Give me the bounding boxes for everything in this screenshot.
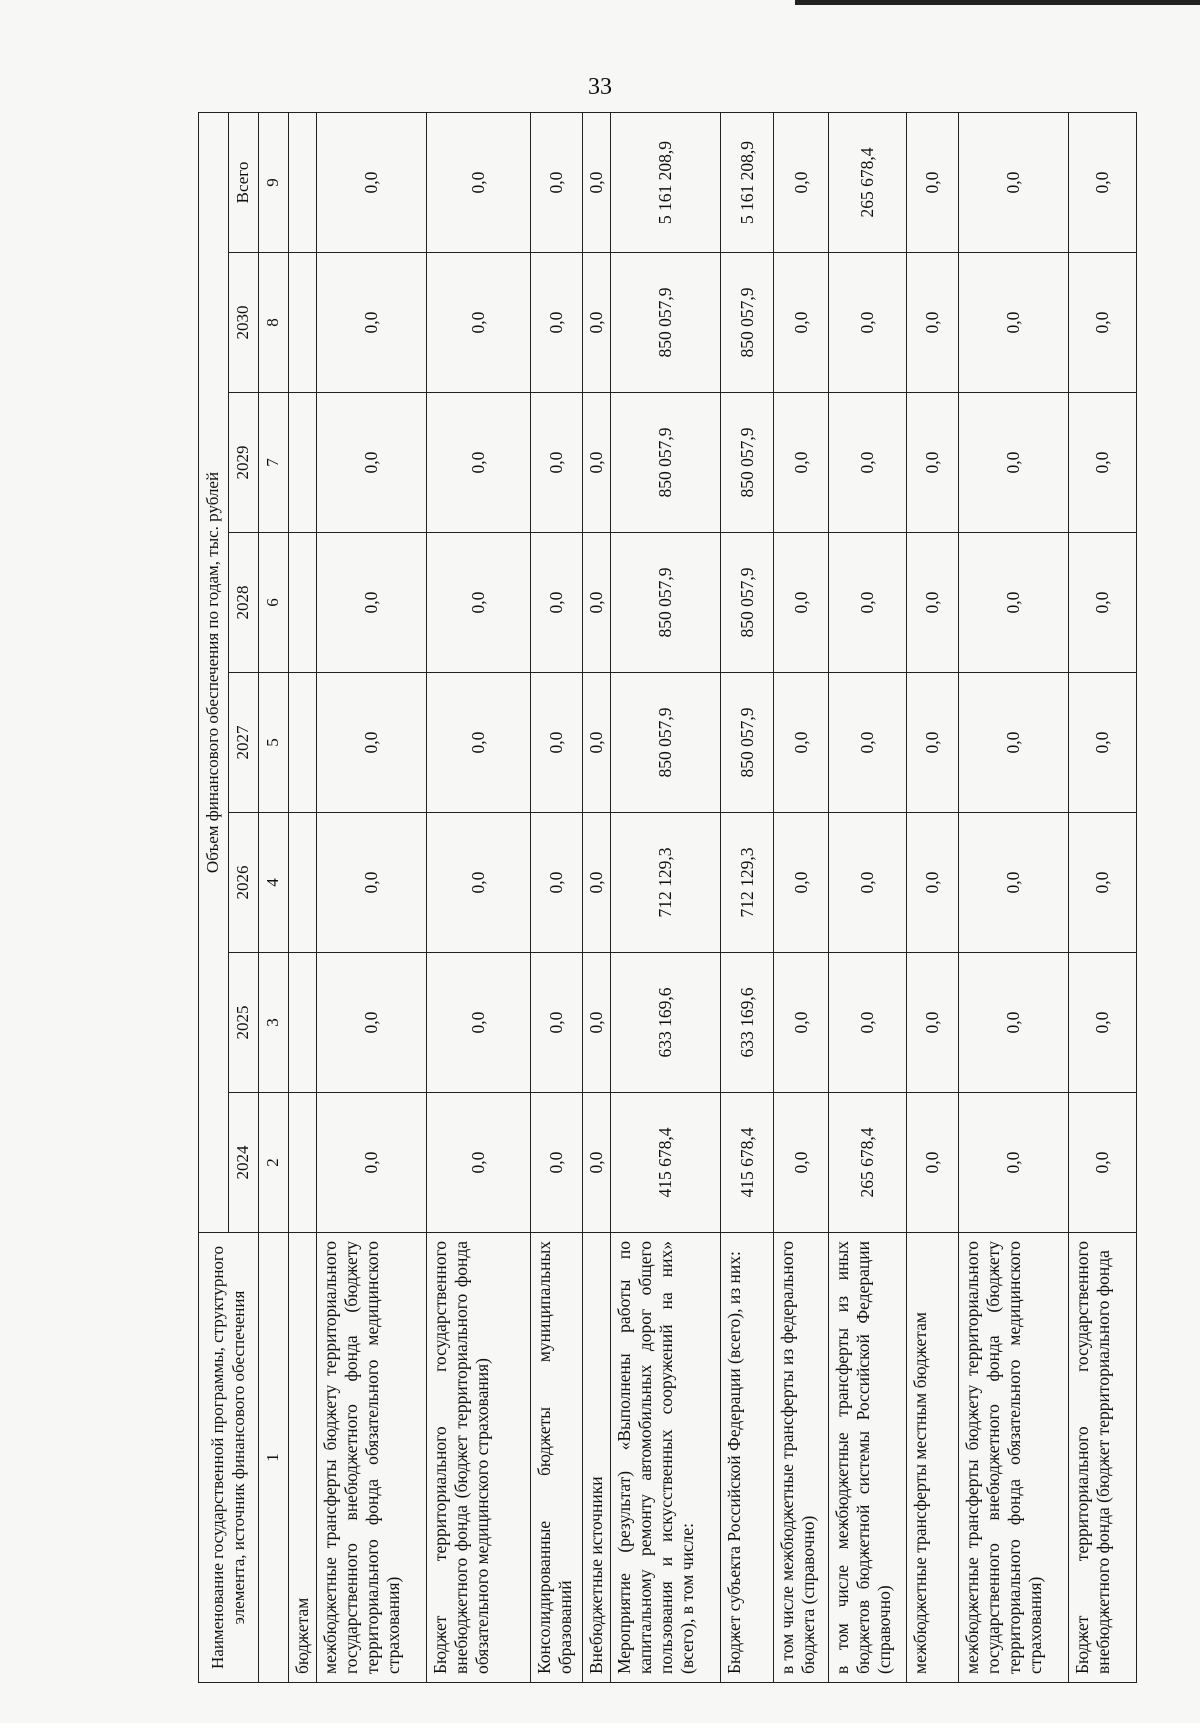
value-cell: 0,0	[317, 253, 427, 393]
value-cell: 0,0	[1069, 112, 1137, 252]
value-cell: 0,0	[583, 112, 611, 252]
value-cell: 0,0	[829, 253, 907, 393]
value-cell: 0,0	[1069, 953, 1137, 1093]
value-cell: 0,0	[774, 813, 829, 953]
value-cell: 0,0	[829, 533, 907, 673]
value-cell: 633 169,6	[611, 953, 721, 1093]
value-cell	[289, 673, 317, 813]
value-cell: 0,0	[531, 1093, 583, 1233]
value-cell	[289, 813, 317, 953]
value-cell: 0,0	[317, 673, 427, 813]
value-cell: 0,0	[959, 393, 1069, 533]
value-cell: 0,0	[427, 253, 531, 393]
row-label: Внебюджетные источники	[583, 1233, 611, 1683]
value-cell: 0,0	[774, 112, 829, 252]
value-cell: 0,0	[583, 673, 611, 813]
row-label: межбюджетные трансферты бюджету территориального государственного внебюджетного фонда (бюджету территориального фонда обязательного медицинского страхования)	[959, 1233, 1069, 1683]
value-cell: 850 057,9	[721, 673, 774, 813]
row-label: бюджетам	[289, 1233, 317, 1683]
table-row	[427, 112, 531, 1682]
value-cell: 0,0	[907, 673, 959, 813]
value-cell: 0,0	[907, 253, 959, 393]
value-cell: 0,0	[317, 1093, 427, 1233]
row-label: межбюджетные трансферты бюджету территориального государственного внебюджетного фонда (бюджету территориального фонда обязательного медицинского страхования)	[317, 1233, 427, 1683]
value-cell: 712 129,3	[611, 813, 721, 953]
value-cell: 850 057,9	[611, 533, 721, 673]
value-cell: 0,0	[427, 393, 531, 533]
value-cell: 0,0	[774, 953, 829, 1093]
value-cell: 0,0	[317, 112, 427, 252]
value-cell: 0,0	[317, 393, 427, 533]
value-cell: 633 169,6	[721, 953, 774, 1093]
value-cell	[289, 112, 317, 252]
value-cell: 850 057,9	[721, 393, 774, 533]
value-cell: 0,0	[774, 393, 829, 533]
value-cell: 0,0	[531, 112, 583, 252]
value-cell: 0,0	[427, 953, 531, 1093]
value-cell: 0,0	[1069, 533, 1137, 673]
year-header: 2027	[229, 673, 259, 813]
value-cell: 0,0	[531, 953, 583, 1093]
value-cell: 0,0	[774, 253, 829, 393]
value-cell: 850 057,9	[721, 533, 774, 673]
value-cell: 0,0	[829, 393, 907, 533]
value-cell: 0,0	[829, 813, 907, 953]
value-cell: 0,0	[427, 533, 531, 673]
value-cell: 0,0	[907, 813, 959, 953]
table-row	[583, 112, 611, 1682]
value-cell: 0,0	[531, 253, 583, 393]
column-number: 4	[259, 813, 289, 953]
value-cell	[289, 1093, 317, 1233]
column-number: 5	[259, 673, 289, 813]
value-cell: 712 129,3	[721, 813, 774, 953]
value-cell: 0,0	[907, 953, 959, 1093]
value-cell: 415 678,4	[721, 1093, 774, 1233]
value-cell: 0,0	[583, 1093, 611, 1233]
value-cell: 0,0	[959, 1093, 1069, 1233]
value-cell: 0,0	[427, 673, 531, 813]
value-cell: 0,0	[959, 253, 1069, 393]
year-header: 2030	[229, 253, 259, 393]
column-number: 9	[259, 112, 289, 252]
value-cell: 850 057,9	[611, 393, 721, 533]
value-cell: 850 057,9	[611, 673, 721, 813]
value-cell: 5 161 208,9	[611, 112, 721, 252]
table-row	[959, 112, 1069, 1682]
row-label: Мероприятие (результат) «Выполнены работы по капитальному ремонту автомобильных дорог общего пользования и искусственных сооружений на них» (всего), в том числе:	[611, 1233, 721, 1683]
value-cell: 0,0	[829, 953, 907, 1093]
year-header: 2029	[229, 393, 259, 533]
value-cell: 0,0	[1069, 1093, 1137, 1233]
value-cell: 0,0	[531, 813, 583, 953]
row-label: Бюджет территориального государственного внебюджетного фонда (бюджет территориального фонда обязательного медицинского страхования)	[427, 1233, 531, 1683]
table-row	[289, 112, 317, 1682]
table-row	[531, 112, 583, 1682]
value-cell: 0,0	[427, 813, 531, 953]
column-number: 3	[259, 953, 289, 1093]
value-cell: 0,0	[829, 673, 907, 813]
year-header: 2026	[229, 813, 259, 953]
value-cell: 0,0	[959, 673, 1069, 813]
value-cell: 0,0	[1069, 393, 1137, 533]
value-cell: 0,0	[317, 953, 427, 1093]
top-border-line	[795, 0, 1200, 5]
name-column-header: Наименование государственной программы, структурного элемента, источник финансового обеспечения	[199, 1233, 259, 1683]
value-cell: 265 678,4	[829, 1093, 907, 1233]
value-cell: 0,0	[583, 253, 611, 393]
value-cell: 0,0	[317, 533, 427, 673]
row-label: Консолидированные бюджеты муниципальных образований	[531, 1233, 583, 1683]
column-number: 7	[259, 393, 289, 533]
value-cell: 0,0	[774, 533, 829, 673]
column-number: 2	[259, 1093, 289, 1233]
value-cell: 0,0	[583, 393, 611, 533]
value-cell	[289, 253, 317, 393]
table-row	[829, 112, 907, 1682]
value-cell: 415 678,4	[611, 1093, 721, 1233]
value-cell: 0,0	[583, 533, 611, 673]
value-cell: 0,0	[907, 393, 959, 533]
year-header: 2028	[229, 533, 259, 673]
table-row	[721, 112, 774, 1682]
value-cell: 0,0	[907, 1093, 959, 1233]
row-label: межбюджетные трансферты местным бюджетам	[907, 1233, 959, 1683]
value-cell: 0,0	[531, 393, 583, 533]
column-number: 1	[259, 1233, 289, 1683]
value-cell: 0,0	[907, 112, 959, 252]
table-row	[317, 112, 427, 1682]
value-cell: 5 161 208,9	[721, 112, 774, 252]
value-cell: 265 678,4	[829, 112, 907, 252]
value-cell	[289, 393, 317, 533]
value-cell: 0,0	[427, 1093, 531, 1233]
year-header: 2025	[229, 953, 259, 1093]
value-cell: 0,0	[774, 1093, 829, 1233]
table-row	[1069, 112, 1137, 1682]
value-cell: 0,0	[317, 813, 427, 953]
column-number: 6	[259, 533, 289, 673]
value-cell	[289, 953, 317, 1093]
row-label: в том числе межбюджетные трансферты из иных бюджетов бюджетной системы Российской Федерации (справочно)	[829, 1233, 907, 1683]
row-label: Бюджет территориального государственного внебюджетного фонда (бюджет территориального фонда	[1069, 1233, 1137, 1683]
value-cell: 0,0	[1069, 253, 1137, 393]
value-cell: 0,0	[959, 953, 1069, 1093]
value-cell: 0,0	[959, 813, 1069, 953]
table-row	[907, 112, 959, 1682]
value-cell: 0,0	[907, 533, 959, 673]
value-cell: 0,0	[1069, 813, 1137, 953]
table-frame	[198, 113, 1126, 1683]
year-header: 2024	[229, 1093, 259, 1233]
value-cell: 0,0	[583, 953, 611, 1093]
value-cell: 850 057,9	[721, 253, 774, 393]
value-cell: 850 057,9	[611, 253, 721, 393]
value-cell: 0,0	[1069, 673, 1137, 813]
column-number: 8	[259, 253, 289, 393]
row-label: Бюджет субъекта Российской Федерации (всего), из них:	[721, 1233, 774, 1683]
value-cell: 0,0	[583, 813, 611, 953]
years-group-header: Объем финансового обеспечения по годам, тыс. рублей	[199, 112, 229, 1232]
table-row	[611, 112, 721, 1682]
financing-table	[198, 112, 1137, 1683]
value-cell: 0,0	[531, 533, 583, 673]
page-number: 33	[588, 74, 612, 100]
value-cell: 0,0	[427, 112, 531, 252]
row-label: в том числе межбюджетные трансферты из федерального бюджета (справочно)	[774, 1233, 829, 1683]
year-header: Всего	[229, 112, 259, 252]
value-cell: 0,0	[531, 673, 583, 813]
table-row	[774, 112, 829, 1682]
value-cell	[289, 533, 317, 673]
value-cell: 0,0	[774, 673, 829, 813]
value-cell: 0,0	[959, 533, 1069, 673]
value-cell: 0,0	[959, 112, 1069, 252]
